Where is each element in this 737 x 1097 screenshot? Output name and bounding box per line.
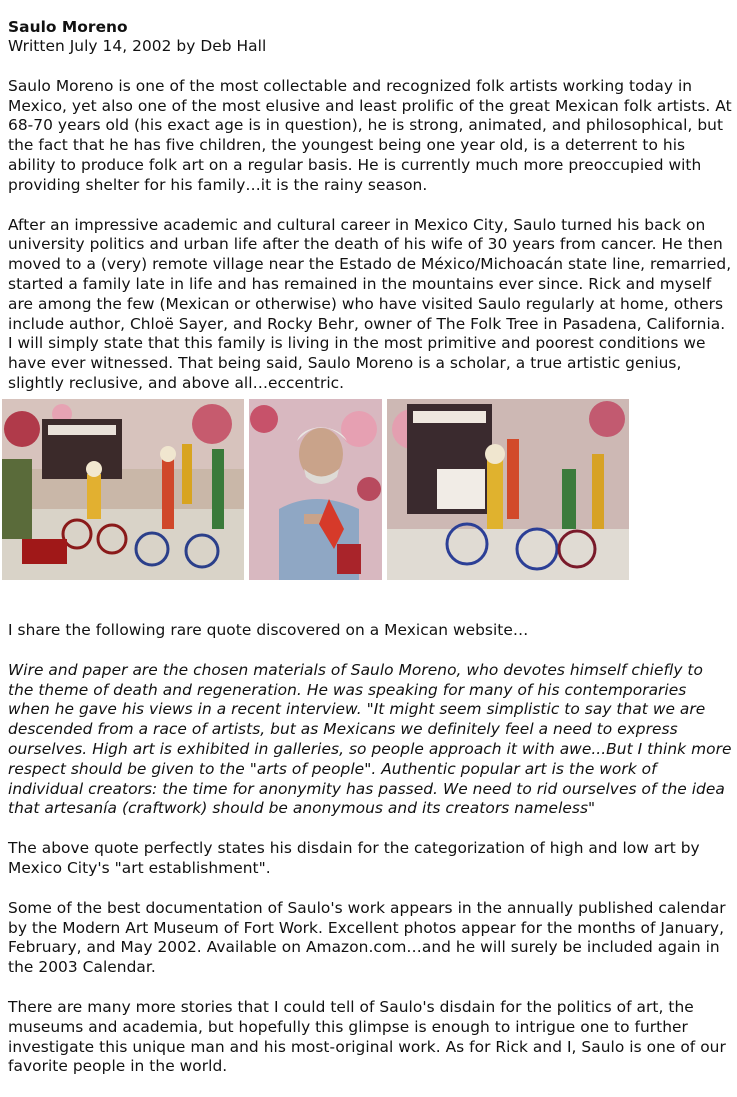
- paragraph-closing: There are many more stories that I could tell of Saulo's disdain for the politics of art, the museums and academia, but hopefully this glimpse is enough to intrigue one to further investigate this unique man and his most-original work. As for Rick and I, Saulo is one of our favorite people in the world.: [8, 997, 726, 1076]
- paragraph-biography: After an impressive academic and cultural career in Mexico City, Saulo turned his back on university politics and urban life after the death of his wife of 30 years from cancer. He then moved to a (very) remote village near the Estado de México/Michoacán state line, remarried, started a family late in life and has remained in the mountains ever since. Rick and myself are among the few (Mexican or otherwise) who have visited Saulo regularly at home, others include author, Chloë Sayer, and Rocky Behr, owner of The Folk Tree in Pasadena, California. I will simply state that this family is living in the most primitive and poorest conditions we have ever witnessed. That being said, Saulo Moreno is a scholar, a true artistic genius, slightly reclusive, and above all…eccentric.: [8, 215, 732, 392]
- paragraph-quote: Wire and paper are the chosen materials of Saulo Moreno, who devotes himself chiefly to the theme of death and regeneration. He was speaking for many of his contemporaries when he gave his views in a recent interview. "It might seem simplistic to say that we are descended from a race of artists, but as Mexicans we definitely feel a need to express ourselves. High art is exhibited in galleries, so people approach it with awe...But I think more respect should be given to the "arts of people". Authentic popular art is the work of individual creators: the time for anonymity has passed. We need to rid ourselves of the idea that artesanía (craftwork) should be anonymous and its creators nameless": [8, 660, 732, 818]
- skeleton-cyclists-photo: [2, 399, 244, 580]
- article-title: Saulo Moreno: [8, 18, 128, 36]
- artist-working-photo: [249, 399, 382, 580]
- paragraph-documentation: Some of the best documentation of Saulo's work appears in the annually published calendar by the Modern Art Museum of Fort Work. Excellent photos appear for the months of January, February, and May 2002. Available on Amazon.com…and he will surely be included again in the 2003 Calendar.: [8, 898, 726, 977]
- paragraph-quote-intro: I share the following rare quote discovered on a Mexican website…: [8, 621, 529, 639]
- article-continued: [8, 621, 733, 1097]
- article: [8, 17, 733, 414]
- paragraph-quote-comment: The above quote perfectly states his disdain for the categorization of high and low art by Mexico City's "art establishment".: [8, 839, 700, 877]
- photo-strip: [2, 399, 632, 580]
- skeleton-cyclist-closeup-photo: [387, 399, 629, 580]
- paragraph-intro: Saulo Moreno is one of the most collectable and recognized folk artists working today in Mexico, yet also one of the most elusive and least prolific of the great Mexican folk artists. At 68-70 years old (his exact age is in question), he is strong, animated, and philosophical, but the fact that he has five children, the youngest being one year old, is a deterrent to his ability to produce folk art on a regular basis. He is currently much more preoccupied with providing shelter for his family…it is the rainy season.: [8, 76, 732, 194]
- article-byline: Written July 14, 2002 by Deb Hall: [8, 37, 267, 55]
